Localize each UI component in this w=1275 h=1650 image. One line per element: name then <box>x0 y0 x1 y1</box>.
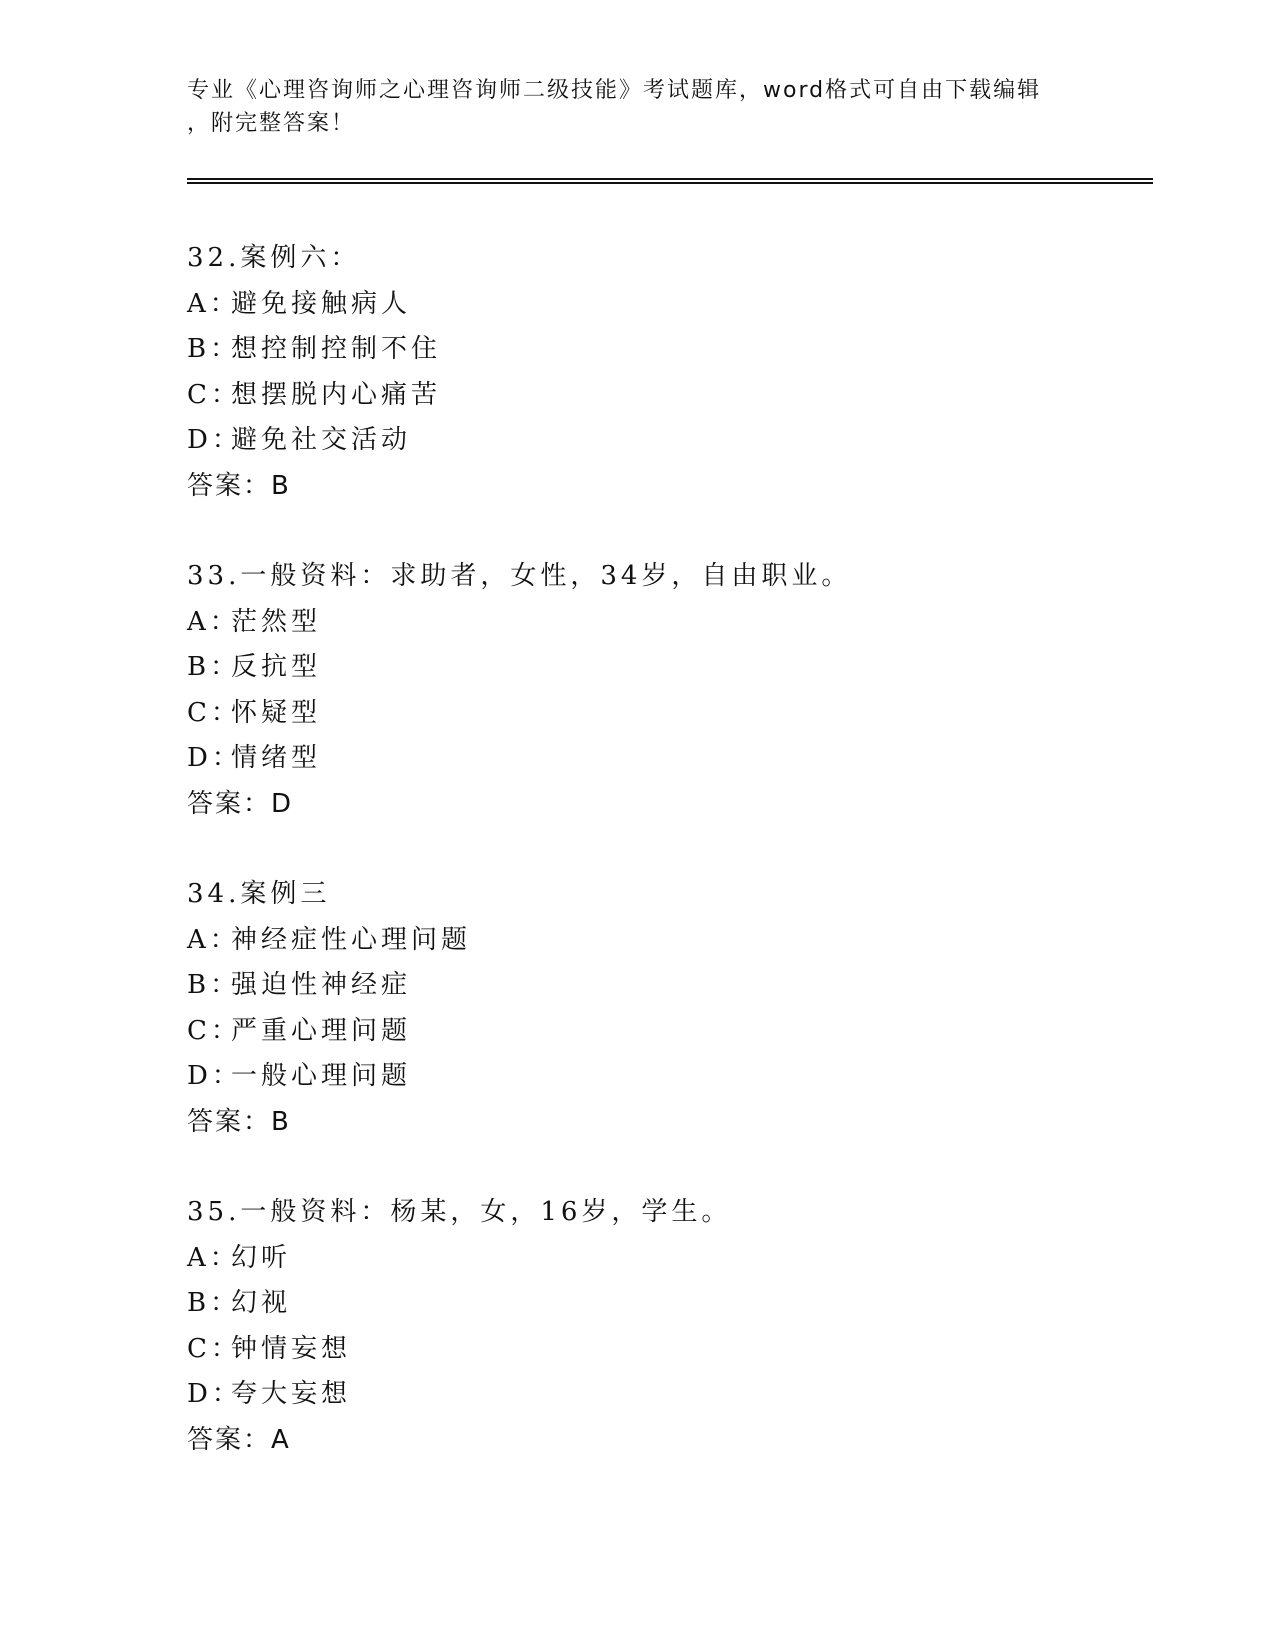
option-text: 钟情妄想 <box>231 1333 352 1364</box>
option-key: D： <box>187 425 242 455</box>
question-stem: 35.一般资料：杨某，女，16岁，学生。 <box>187 1197 732 1227</box>
option-key: B： <box>187 334 241 364</box>
option-key: C： <box>187 1015 241 1046</box>
option-b <box>187 327 1147 373</box>
option-c <box>187 1327 1147 1373</box>
option-d <box>187 1372 1147 1418</box>
option-key: C： <box>187 697 241 728</box>
option-d <box>187 418 1147 464</box>
option-text: 避免社交活动 <box>231 425 412 455</box>
option-text: 神经症性心理问题 <box>231 924 472 955</box>
option-key: B： <box>187 652 241 682</box>
option-key: D： <box>187 743 242 773</box>
option-key: D： <box>187 1379 242 1409</box>
option-text: 避免接触病人 <box>231 288 412 319</box>
option-text: 严重心理问题 <box>231 1015 412 1046</box>
option-key: B： <box>187 1288 241 1318</box>
document-header <box>187 74 1087 140</box>
option-a <box>187 1236 1147 1282</box>
question-33 <box>187 554 1147 827</box>
option-key: A： <box>187 606 240 637</box>
option-c <box>187 373 1147 419</box>
option-d <box>187 736 1147 782</box>
header-double-rule <box>187 178 1153 184</box>
question-list <box>187 236 1147 1508</box>
option-key: D： <box>187 1061 242 1091</box>
option-c <box>187 691 1147 737</box>
option-text: 幻听 <box>231 1242 292 1273</box>
answer-line: 答案：B <box>187 470 291 501</box>
option-text: 反抗型 <box>231 652 322 682</box>
option-text: 一般心理问题 <box>231 1061 412 1091</box>
option-text: 夸大妄想 <box>231 1379 352 1409</box>
option-b <box>187 645 1147 691</box>
answer-line: 答案：B <box>187 1106 291 1137</box>
answer-line: 答案：A <box>187 1424 291 1455</box>
option-b <box>187 963 1147 1009</box>
option-text: 茫然型 <box>231 606 322 637</box>
option-key: A： <box>187 1242 240 1273</box>
option-text: 情绪型 <box>231 743 322 773</box>
option-key: A： <box>187 924 240 955</box>
question-32 <box>187 236 1147 509</box>
option-key: A： <box>187 288 240 319</box>
answer-line: 答案：D <box>187 788 294 819</box>
option-a <box>187 600 1147 646</box>
option-key: C： <box>187 379 241 410</box>
header-title-line-1: 专业《心理咨询师之心理咨询师二级技能》考试题库，word格式可自由下载编辑 <box>187 78 1042 103</box>
option-c <box>187 1009 1147 1055</box>
question-34 <box>187 872 1147 1145</box>
question-stem: 32.案例六： <box>187 243 361 273</box>
option-d <box>187 1054 1147 1100</box>
option-key: B： <box>187 970 241 1000</box>
option-a <box>187 918 1147 964</box>
option-text: 怀疑型 <box>231 697 322 728</box>
question-stem: 33.一般资料：求助者，女性，34岁，自由职业。 <box>187 561 852 591</box>
option-b <box>187 1281 1147 1327</box>
option-text: 幻视 <box>231 1288 292 1318</box>
header-title-line-2: ，附完整答案！ <box>187 111 356 136</box>
option-text: 想控制控制不住 <box>231 334 442 364</box>
option-text: 想摆脱内心痛苦 <box>231 379 442 410</box>
option-a <box>187 282 1147 328</box>
question-stem: 34.案例三 <box>187 879 331 909</box>
question-35 <box>187 1190 1147 1463</box>
option-key: C： <box>187 1333 241 1364</box>
option-text: 强迫性神经症 <box>231 970 412 1000</box>
